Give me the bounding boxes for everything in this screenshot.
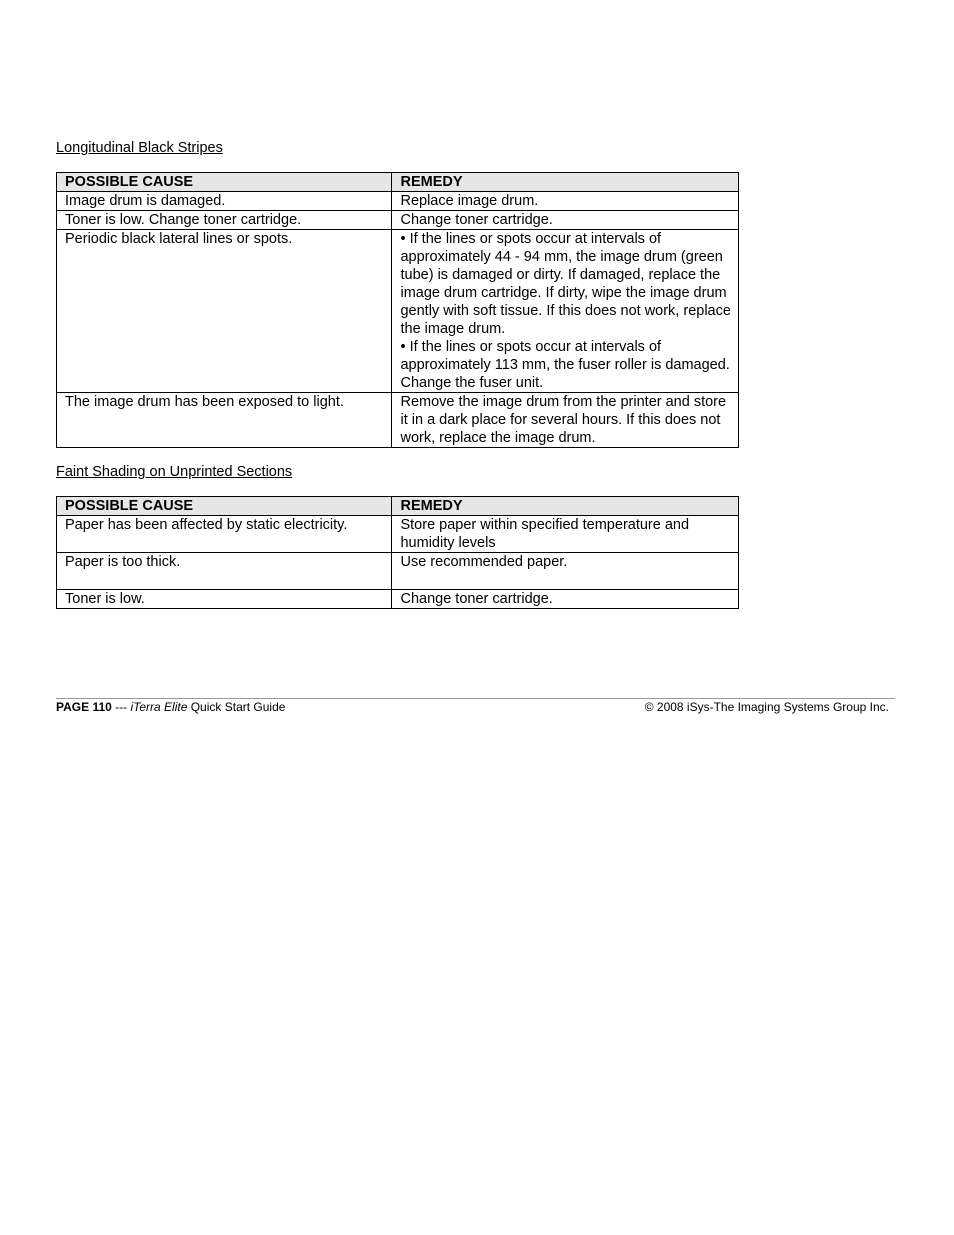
troubleshooting-table-faint-shading [56,496,739,609]
cause-cell: Toner is low. Change toner cartridge. [57,211,392,230]
remedy-text: Change toner cartridge. [400,591,553,607]
header-remedy: REMEDY [392,497,739,516]
product-name: iTerra Elite [130,700,188,714]
cause-cell: Toner is low. [57,590,392,609]
table-row [57,516,739,553]
footer-divider [56,698,895,699]
section-title-faint-shading: Faint Shading on Unprinted Sections [56,464,293,480]
remedy-bullet: • If the lines or spots occur at intervals of approximately 44 - 94 mm, the image drum (green tube) is damaged or dirty. If damaged, replace the image drum cartridge. If dirty, wipe the image drum gently with soft tissue. If this does not work, replace the image drum. [400,231,731,337]
table-row [57,192,739,211]
table-row [57,590,739,609]
table-header-row [57,497,739,516]
cause-cell: Periodic black lateral lines or spots. [57,230,392,393]
remedy-cell [392,230,739,393]
troubleshooting-table-black-stripes [56,172,739,448]
table-row [57,393,739,448]
table-row [57,230,739,393]
table-row [57,553,739,590]
cause-cell: Paper has been affected by static electricity. [57,516,392,553]
remedy-cell [392,192,739,211]
remedy-cell [392,553,739,590]
remedy-text: Use recommended paper. [400,554,568,570]
header-possible-cause: POSSIBLE CAUSE [57,497,392,516]
cause-cell: Paper is too thick. [57,553,392,590]
guide-name: Quick Start Guide [187,700,286,714]
section-title-longitudinal-black-stripes: Longitudinal Black Stripes [56,140,223,156]
remedy-text: Remove the image drum from the printer and store it in a dark place for several hours. If this does not work, replace the image drum. [400,394,727,446]
remedy-bullet: • If the lines or spots occur at intervals of approximately 113 mm, the fuser roller is damaged. Change the fuser unit. [400,339,730,391]
cause-cell: Image drum is damaged. [57,192,392,211]
remedy-cell [392,211,739,230]
page-number: PAGE 110 [56,700,112,714]
header-possible-cause: POSSIBLE CAUSE [57,173,392,192]
remedy-cell [392,516,739,553]
remedy-cell [392,393,739,448]
cause-cell: The image drum has been exposed to light. [57,393,392,448]
footer-page-info [56,700,285,714]
remedy-text: Store paper within specified temperature and humidity levels [400,517,690,551]
remedy-text: Replace image drum. [400,193,539,209]
footer-copyright: © 2008 iSys-The Imaging Systems Group Inc. [644,700,889,714]
table-header-row [57,173,739,192]
remedy-cell [392,590,739,609]
header-remedy: REMEDY [392,173,739,192]
table-row [57,211,739,230]
footer-separator: --- [111,700,131,714]
remedy-text: Change toner cartridge. [400,212,553,228]
